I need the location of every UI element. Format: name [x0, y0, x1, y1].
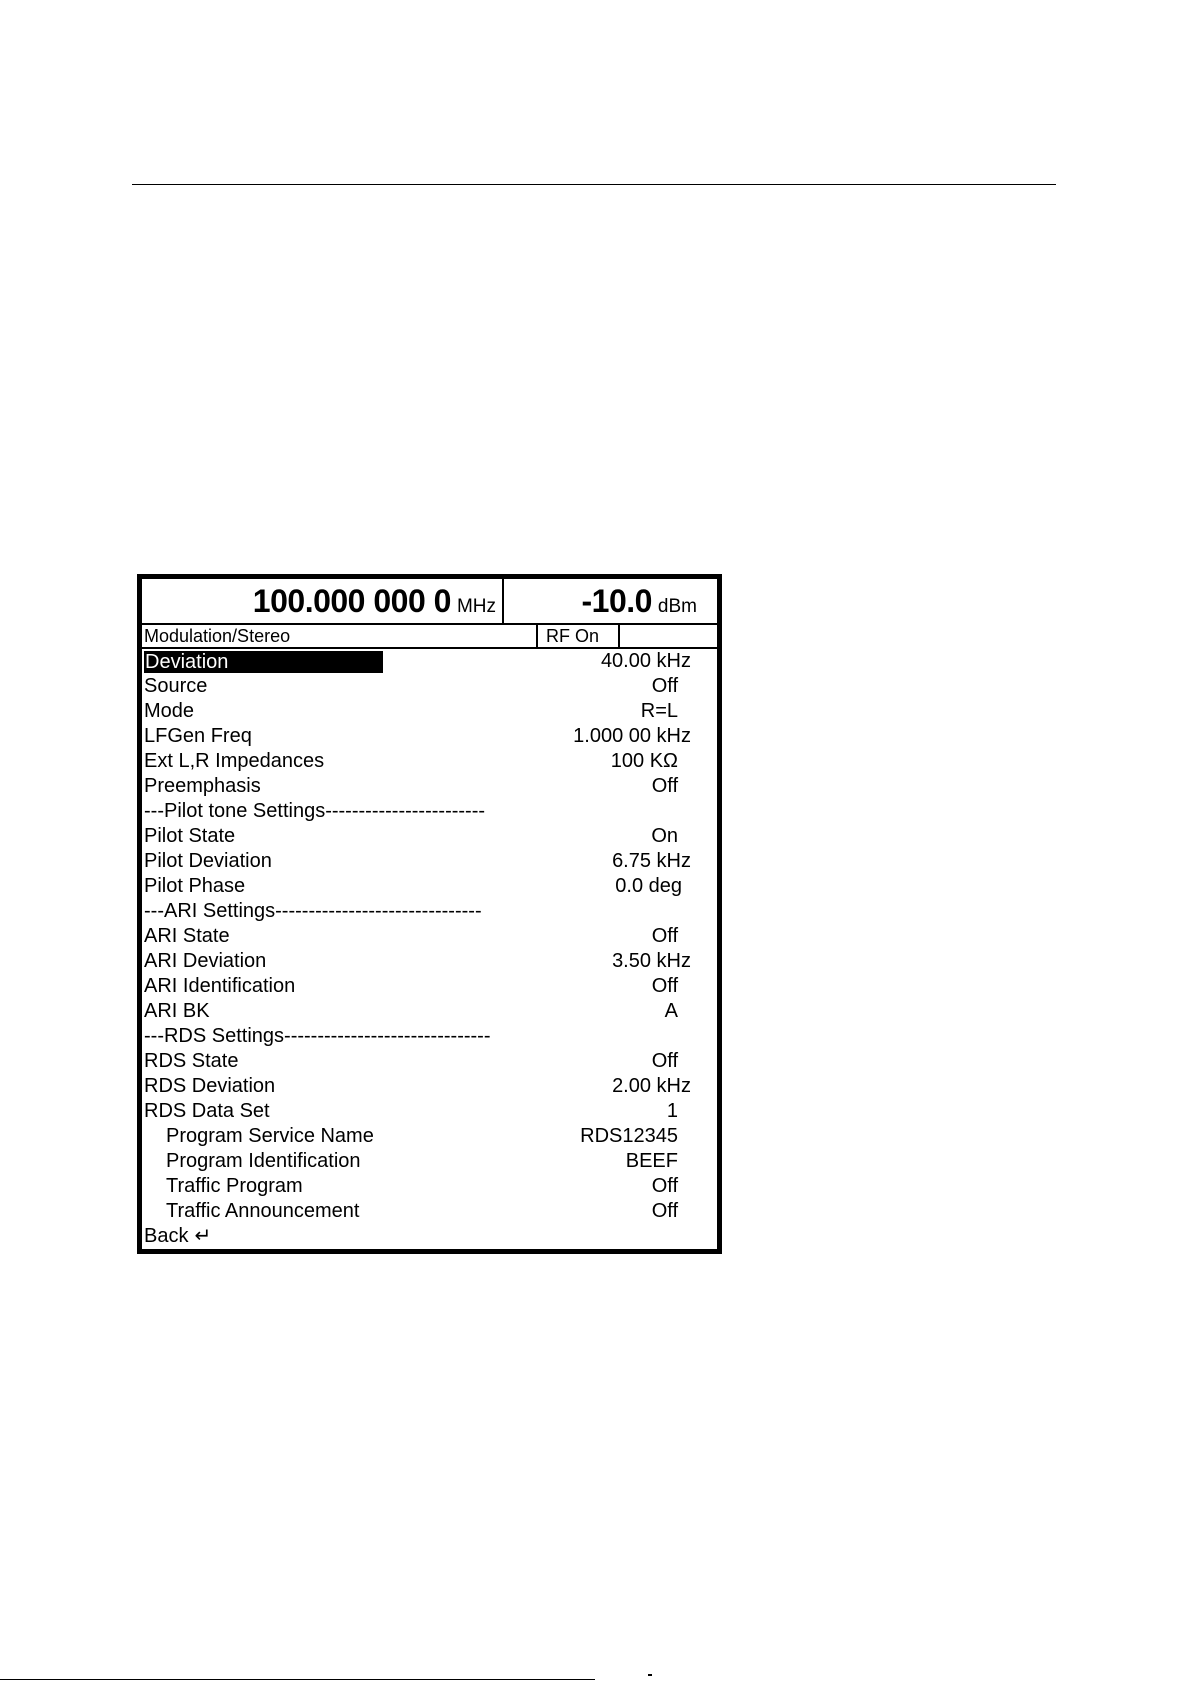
level-value: -10.0 [581, 583, 652, 619]
menu-row-rds-state[interactable] [142, 1049, 717, 1074]
menu-row-value: Off [651, 975, 678, 997]
back-label: Back [144, 1225, 189, 1247]
menu-row-lfgen-freq[interactable] [142, 724, 717, 749]
back-button[interactable] [142, 1224, 717, 1249]
menu-row-value: R=L [640, 700, 678, 722]
menu-row-traffic-program[interactable] [142, 1174, 717, 1199]
menu-row-value: 1.000 00 kHz [573, 725, 691, 747]
menu-row-pilot-deviation[interactable] [142, 849, 717, 874]
menu-row-value: Off [651, 675, 678, 697]
menu-row-label: ARI BK [144, 1000, 210, 1022]
menu-row-program-identification[interactable] [142, 1149, 717, 1174]
display-header [142, 579, 717, 623]
menu-row-label: ARI Identification [144, 975, 296, 997]
page-bottom-rule [0, 1679, 595, 1680]
frequency-unit: MHz [456, 596, 496, 617]
menu-row-rds-deviation[interactable] [142, 1074, 717, 1099]
menu-row-label: ARI State [144, 925, 230, 947]
rf-state-indicator: RF On [536, 625, 620, 647]
menu-row-label: RDS State [144, 1050, 239, 1072]
section-label: ---RDS Settings------------------------------- [144, 1025, 491, 1047]
menu-row-ari-bk[interactable] [142, 999, 717, 1024]
section-label: ---ARI Settings------------------------------- [144, 900, 482, 922]
menu-row-ari-deviation[interactable] [142, 949, 717, 974]
section-header-ari [142, 899, 717, 924]
menu-row-label: Preemphasis [144, 775, 261, 797]
menu-row-value: Off [651, 1050, 678, 1072]
menu-row-label: Deviation [144, 651, 383, 673]
menu-row-value: 100 KΩ [610, 750, 678, 772]
status-bar [142, 623, 717, 649]
menu-row-value: A [664, 1000, 678, 1022]
back-label-group [144, 1224, 211, 1249]
section-label: ---Pilot tone Settings------------------------ [144, 800, 486, 822]
menu-row-pilot-state[interactable] [142, 824, 717, 849]
menu-row-label: RDS Data Set [144, 1100, 270, 1122]
level-display[interactable] [504, 579, 717, 623]
page-top-rule [132, 184, 1056, 185]
menu-row-label: Mode [144, 700, 195, 722]
menu-row-value: Off [651, 1200, 678, 1222]
menu-row-label: RDS Deviation [144, 1075, 276, 1097]
menu-row-label: Pilot Deviation [144, 850, 272, 872]
menu-row-source[interactable] [142, 674, 717, 699]
menu-row-value: 2.00 kHz [612, 1075, 691, 1097]
frequency-display[interactable] [142, 579, 504, 623]
menu-row-ari-state[interactable] [142, 924, 717, 949]
menu-row-preemphasis[interactable] [142, 774, 717, 799]
menu-row-label: Pilot Phase [144, 875, 246, 897]
menu-row-value: RDS12345 [580, 1125, 678, 1147]
menu-row-label: Traffic Program [166, 1175, 303, 1197]
menu-title: Modulation/Stereo [144, 626, 291, 646]
frequency-value: 100.000 000 0 [252, 583, 451, 619]
menu-row-label: Program Identification [166, 1150, 361, 1172]
menu-row-label: Traffic Announcement [166, 1200, 360, 1222]
menu-row-mode[interactable] [142, 699, 717, 724]
menu-row-label: Program Service Name [166, 1125, 374, 1147]
page-bottom-mark [648, 1674, 652, 1676]
instrument-display [137, 574, 722, 1254]
menu-row-label: Pilot State [144, 825, 236, 847]
menu-row-label: ARI Deviation [144, 950, 267, 972]
level-unit: dBm [657, 596, 697, 617]
section-header-rds [142, 1024, 717, 1049]
section-header-pilot-tone [142, 799, 717, 824]
menu-row-value: BEEF [625, 1150, 678, 1172]
menu-row-deviation[interactable] [142, 649, 717, 674]
menu-row-rds-data-set[interactable] [142, 1099, 717, 1124]
menu-row-value: 40.00 kHz [600, 650, 691, 672]
status-empty-field [620, 625, 717, 647]
menu-row-value: 0.0 deg [615, 875, 682, 897]
menu-row-value: Off [651, 925, 678, 947]
menu-row-pilot-phase[interactable] [142, 874, 717, 899]
menu-row-value: On [651, 825, 678, 847]
menu-row-traffic-announcement[interactable] [142, 1199, 717, 1224]
menu-row-label: LFGen Freq [144, 725, 252, 747]
menu-row-ext-impedances[interactable] [142, 749, 717, 774]
menu-row-label: Ext L,R Impedances [144, 750, 325, 772]
menu-row-value: Off [651, 1175, 678, 1197]
menu-row-label: Source [144, 675, 208, 697]
menu-row-value: 3.50 kHz [612, 950, 691, 972]
menu-row-value: 1 [666, 1100, 678, 1122]
menu-row-ari-identification[interactable] [142, 974, 717, 999]
return-arrow-icon: ↵ [194, 1225, 212, 1247]
menu-row-value: 6.75 kHz [612, 850, 691, 872]
menu-row-value: Off [651, 775, 678, 797]
menu-row-program-service-name[interactable] [142, 1124, 717, 1149]
menu-list [142, 649, 717, 1249]
